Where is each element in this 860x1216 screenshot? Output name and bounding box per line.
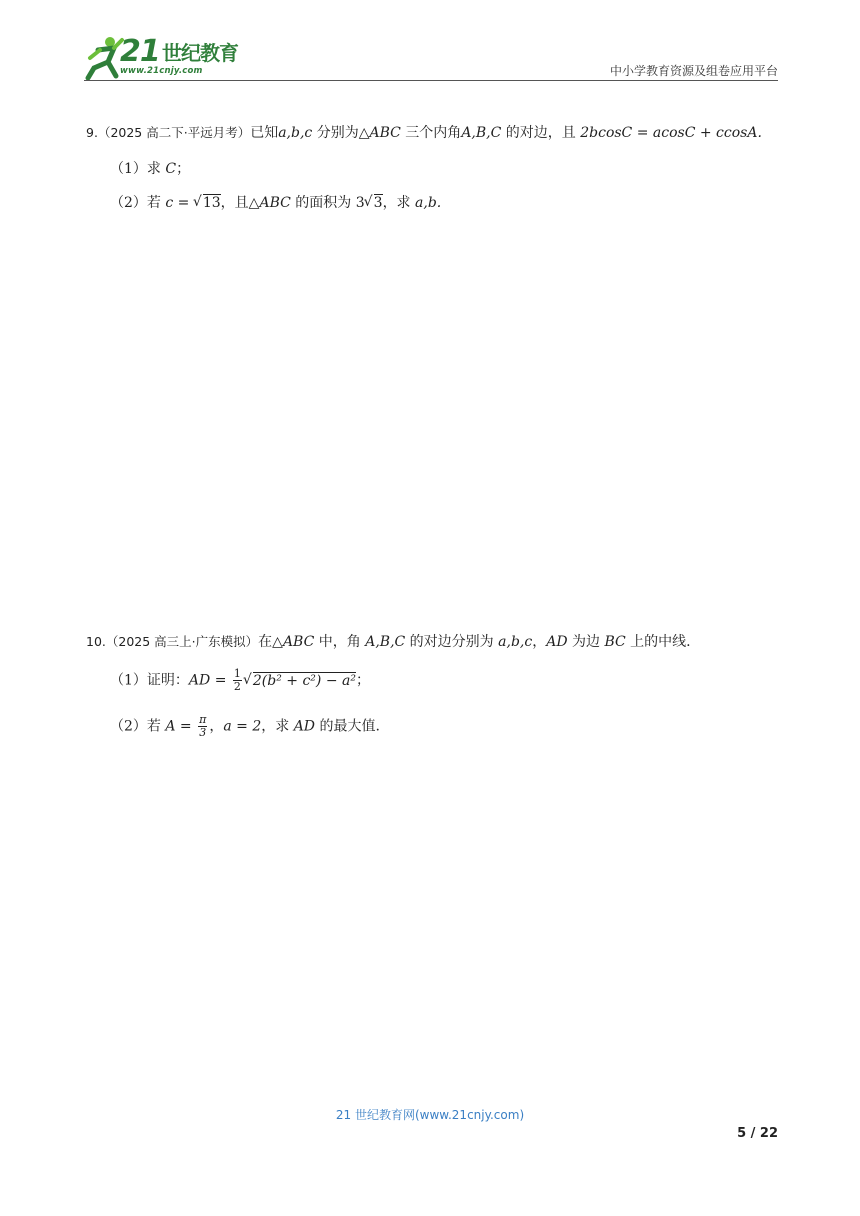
page-number: 5 / 22: [737, 1126, 778, 1141]
math-angles: A,B,C: [461, 125, 502, 141]
part-text: ；: [176, 161, 191, 177]
sqrt-3: [365, 193, 383, 213]
fraction-one-half: [233, 668, 242, 693]
denominator: 2: [233, 680, 241, 693]
question-9-stem: [86, 123, 762, 143]
math-expr: A =: [165, 718, 197, 735]
numerator: π: [199, 713, 207, 726]
math-vars: a,b,c: [498, 634, 533, 650]
math-triangle: ABC: [369, 125, 401, 141]
question-source: （2025 高三上·广东模拟）: [105, 634, 259, 649]
stem-text: 在△: [258, 634, 283, 650]
math-segment: AD: [293, 718, 316, 735]
math-triangle: ABC: [282, 634, 315, 650]
header-divider: [84, 80, 778, 81]
question-source: （2025 高二下·平远月考）: [97, 125, 251, 140]
part-label: （2）若: [110, 718, 166, 735]
question-10-part-1: [110, 668, 370, 693]
part-label: （1）求: [110, 161, 166, 177]
math-segment: BC: [604, 634, 626, 650]
question-10-stem: [86, 632, 691, 652]
part-label: （1）证明：: [110, 672, 189, 689]
question-10-part-2: [110, 714, 380, 739]
sqrt-expression: [244, 671, 356, 691]
math-expr: a = 2: [223, 718, 262, 735]
fraction-pi-third: [198, 714, 207, 739]
part-text: 的最大值.: [315, 718, 380, 735]
question-number: 9.: [86, 125, 98, 140]
math-expr: AD =: [188, 672, 231, 689]
runner-logo-icon: [84, 36, 124, 80]
stem-text: 分别为△: [312, 125, 370, 141]
math-expr: c =: [165, 195, 194, 211]
stem-text: 的对边，且: [501, 125, 581, 141]
stem-text: 三个内角: [400, 125, 462, 141]
radicand: 13: [202, 195, 221, 211]
part-text: 的面积为 3: [290, 195, 365, 211]
radicand: 2(b² + c²) − a²: [252, 672, 356, 689]
platform-title: 中小学教育资源及组卷应用平台: [609, 64, 778, 78]
stem-text: ，: [532, 634, 547, 650]
part-text: ，求: [261, 718, 294, 735]
logo-chinese: 世纪教育: [162, 41, 238, 65]
math-vars: a,b.: [415, 195, 442, 211]
part-text: ，且△: [220, 195, 260, 211]
logo-number: 21: [120, 34, 160, 69]
footer-link[interactable]: 21 世纪教育网(www.21cnjy.com): [335, 1108, 525, 1122]
stem-text: 的对边分别为: [405, 634, 499, 650]
page-header: [0, 0, 860, 90]
math-equation: 2bcosC = acosC + ccosA.: [580, 125, 762, 141]
radicand: 3: [373, 195, 383, 211]
stem-text: 已知: [250, 125, 279, 141]
denominator: 3: [199, 726, 207, 739]
question-9-part-2: [110, 193, 441, 213]
math-segment: AD: [546, 634, 568, 650]
stem-text: 为边: [567, 634, 605, 650]
part-text: ，求: [382, 195, 416, 211]
part-label: （2）若: [110, 195, 166, 211]
math-angles: A,B,C: [365, 634, 406, 650]
question-9-part-1: [110, 159, 190, 179]
question-number: 10.: [86, 634, 106, 649]
part-text: ；: [355, 672, 370, 689]
math-vars: a,b,c: [278, 125, 313, 141]
part-text: ，: [209, 718, 224, 735]
math-triangle: ABC: [259, 195, 291, 211]
math-var: C: [165, 161, 177, 177]
numerator: 1: [233, 667, 241, 680]
stem-text: 上的中线.: [625, 634, 691, 650]
sqrt-13: [194, 193, 221, 213]
logo: [84, 36, 254, 80]
logo-url: www.21cnjy.com: [120, 66, 203, 76]
stem-text: 中，角: [314, 634, 366, 650]
